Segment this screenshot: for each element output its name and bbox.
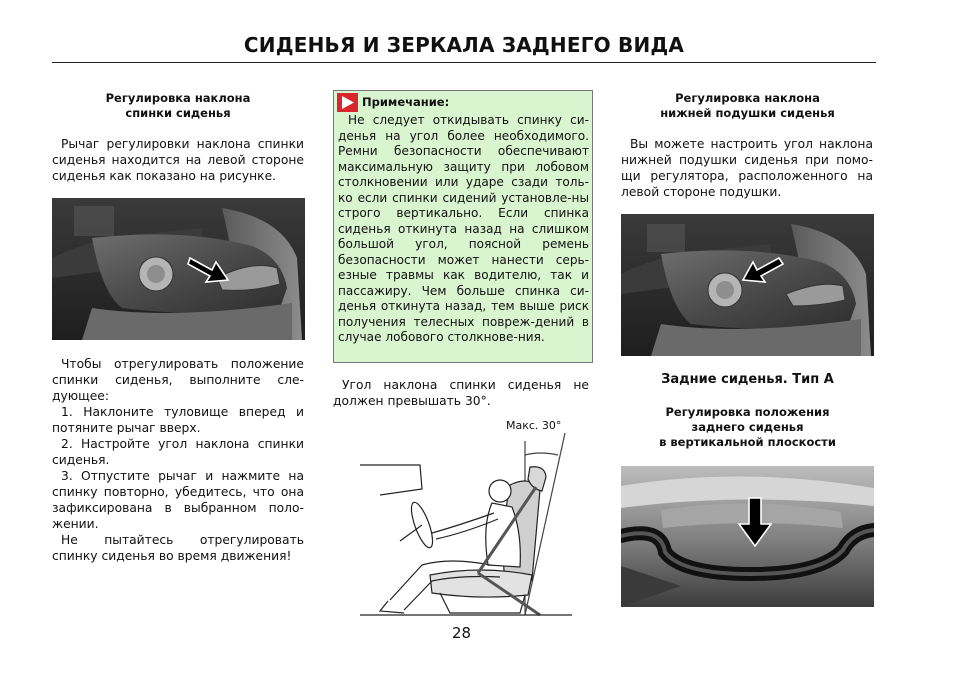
rear-seats-title: Задние сиденья. Тип А (661, 372, 834, 387)
left-heading (52, 91, 304, 121)
warning-text: Не пытайтесь отрегулировать спинку сиденья во время движения! (52, 533, 304, 563)
right-intro (621, 136, 873, 200)
left-steps (52, 356, 304, 564)
rear-heading-line1: Регулировка положения (665, 405, 830, 419)
max-angle-label: Макс. 30° (506, 419, 562, 432)
note-arrow-icon (337, 93, 358, 112)
right-heading-line2: нижней подушки сиденья (660, 106, 835, 120)
step-3: 3. Отпустите рычаг и нажмите на спинку повторно, убедитесь, что она зафиксирована в выбранном поло-жении. (52, 469, 304, 531)
note-title: Примечание: (362, 95, 450, 109)
right-heading-line1: Регулировка наклона (675, 91, 820, 105)
page-number: 28 (452, 624, 472, 642)
note-body (338, 113, 589, 346)
right-intro-text: Вы можете настроить угол наклона нижней подушки сиденья при помо-щи регулятора, расположенного на левой стороне подушки. (621, 137, 873, 199)
seat-backrest-lever-photo (52, 198, 305, 340)
page-title: СИДЕНЬЯ И ЗЕРКАЛА ЗАДНЕГО ВИДА (243, 33, 685, 57)
header-divider (52, 62, 876, 63)
rear-seat-lever-photo (621, 466, 874, 607)
right-heading (621, 91, 874, 121)
angle-paragraph (333, 377, 589, 409)
left-intro-text: Рычаг регулировки наклона спинки сиденья находится на левой стороне сиденья как показано на рисунке. (52, 137, 304, 183)
seat-cushion-knob-photo (621, 214, 874, 356)
note-text: Не следует откидывать спинку си-денья на угол более необходимого. Ремни безопасности обеспечивают максимальную защиту при лобовом столкновении или ударе сзади толь-ко если спинки сидений установле-ны строго вертикально. Если спинка сиденья откинута назад на слишком большой угол, поясной ремень безопасности может нанести серь-езные травмы как водителю, так и пассажиру. Чем больше спинка си-денья откинута назад, тем выше риск получения телесных повреж-дений в случае лобового столкнове-ния. (338, 113, 589, 344)
left-heading-line2: спинки сиденья (125, 106, 231, 120)
left-heading-line1: Регулировка наклона (105, 91, 251, 105)
steps-intro: Чтобы отрегулировать положение спинки сиденья, выполните сле-дующее: (52, 357, 304, 403)
rear-heading-line2: заднего сиденья (691, 420, 804, 434)
rear-seat-heading (621, 405, 874, 450)
step-1: 1. Наклоните туловище вперед и потяните рычаг вверх. (52, 405, 304, 435)
left-intro (52, 136, 304, 184)
angle-text: Угол наклона спинки сиденья не должен превышать 30°. (333, 378, 589, 408)
step-2: 2. Настройте угол наклона спинки сиденья. (52, 437, 304, 467)
note-box (333, 90, 593, 363)
rear-heading-line3: в вертикальной плоскости (659, 435, 836, 449)
seat-angle-diagram (360, 415, 572, 620)
